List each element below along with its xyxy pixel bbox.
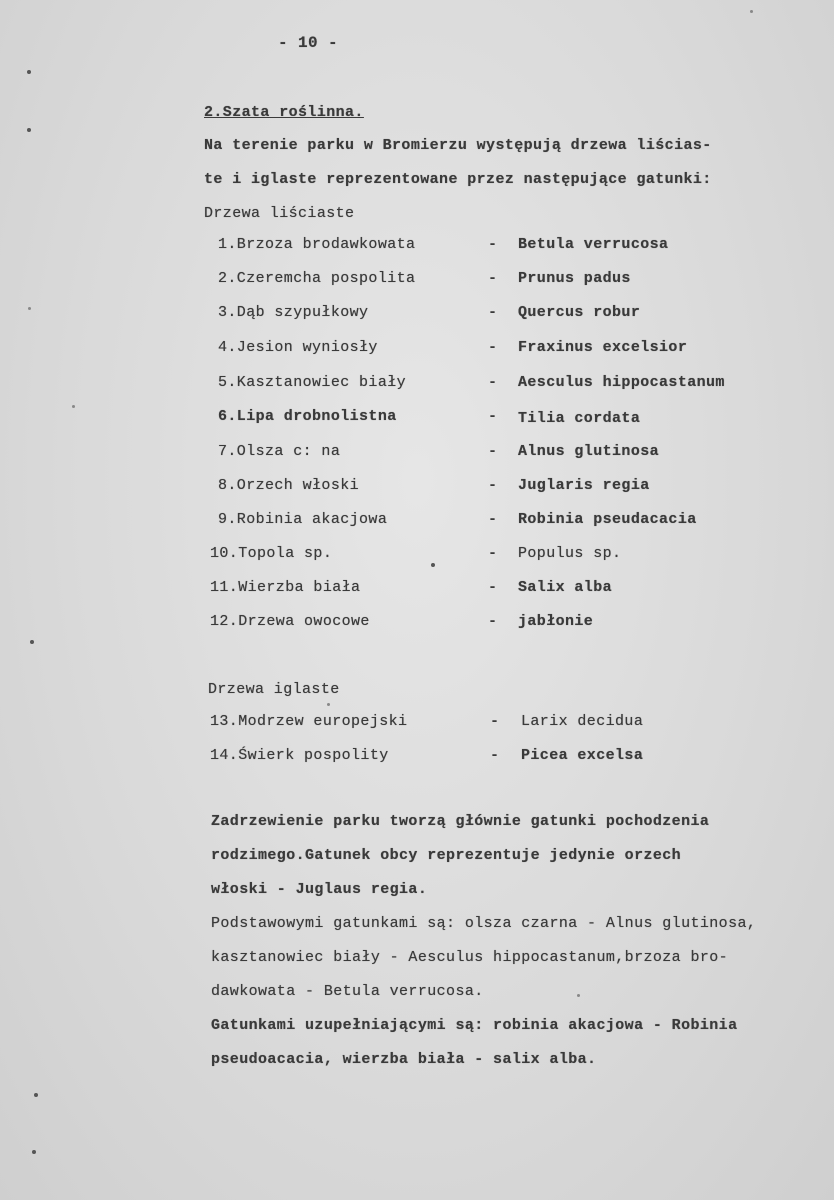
species-latin: Juglaris regia: [518, 477, 650, 494]
intro-line-2: te i iglaste reprezentowane przez następujące gatunki:: [204, 171, 712, 188]
scan-speck: [750, 10, 753, 13]
species-latin: Quercus robur: [518, 304, 641, 321]
paragraph-line: Zadrzewienie parku tworzą głównie gatunki pochodzenia: [211, 813, 710, 830]
list-dash: -: [488, 304, 498, 321]
species-polish: 1.Brzoza brodawkowata: [218, 236, 416, 253]
species-latin: Larix decidua: [521, 713, 644, 730]
list-dash: -: [488, 477, 498, 494]
species-latin: Prunus padus: [518, 270, 631, 287]
species-polish: 2.Czeremcha pospolita: [218, 270, 416, 287]
species-latin: Betula verrucosa: [518, 236, 669, 253]
intro-line-1: Na terenie parku w Bromierzu występują drzewa liścias-: [204, 137, 712, 154]
list-dash: -: [488, 270, 498, 287]
paragraph-line: pseudoacacia, wierzba biała - salix alba.: [211, 1051, 597, 1068]
species-polish: 6.Lipa drobnolistna: [218, 408, 397, 425]
species-polish: 13.Modrzew europejski: [210, 713, 408, 730]
list-dash: -: [488, 579, 498, 596]
paragraph-line: kasztanowiec biały - Aesculus hippocastanum,brzoza bro-: [211, 949, 729, 966]
scan-speck: [72, 405, 75, 408]
list-dash: -: [488, 374, 498, 391]
species-latin: Fraxinus excelsior: [518, 339, 688, 356]
list-dash: -: [488, 545, 498, 562]
list-dash: -: [490, 713, 500, 730]
paragraph-line: Gatunkami uzupełniającymi są: robinia akacjowa - Robinia: [211, 1017, 738, 1034]
species-polish: 5.Kasztanowiec biały: [218, 374, 407, 391]
page-number: - 10 -: [278, 34, 339, 52]
deciduous-heading: Drzewa liściaste: [204, 205, 355, 222]
species-polish: 8.Orzech włoski: [218, 477, 360, 494]
species-latin: Tilia cordata: [518, 410, 641, 427]
species-polish: 10.Topola sp.: [210, 545, 333, 562]
list-dash: -: [488, 236, 498, 253]
paragraph-line: włoski - Juglaus regia.: [211, 881, 428, 898]
species-polish: 7.Olsza c: na: [218, 443, 341, 460]
list-dash: -: [488, 408, 498, 425]
scan-speck: [28, 307, 31, 310]
species-latin: Alnus glutinosa: [518, 443, 660, 460]
species-latin: Picea excelsa: [521, 747, 644, 764]
species-polish: 12.Drzewa owocowe: [210, 613, 370, 630]
list-dash: -: [488, 511, 498, 528]
list-dash: -: [488, 339, 498, 356]
paragraph-line: dawkowata - Betula verrucosa.: [211, 983, 484, 1000]
scan-speck: [30, 640, 34, 644]
species-polish: 14.Świerk pospolity: [210, 747, 389, 764]
scan-speck: [32, 1150, 36, 1154]
species-latin: Salix alba: [518, 579, 613, 596]
species-polish: 9.Robinia akacjowa: [218, 511, 388, 528]
scan-speck: [34, 1093, 38, 1097]
species-latin: jabłonie: [518, 613, 594, 630]
species-latin: Robinia pseudacacia: [518, 511, 697, 528]
species-polish: 3.Dąb szypułkowy: [218, 304, 369, 321]
list-dash: -: [490, 747, 500, 764]
species-latin: Aesculus hippocastanum: [518, 374, 725, 391]
species-polish: 4.Jesion wyniosły: [218, 339, 378, 356]
paragraph-line: Podstawowymi gatunkami są: olsza czarna - Alnus glutinosa,: [211, 915, 757, 932]
scan-speck: [577, 994, 580, 997]
coniferous-heading: Drzewa iglaste: [208, 681, 340, 698]
species-polish: 11.Wierzba biała: [210, 579, 361, 596]
paragraph-line: rodzimego.Gatunek obcy reprezentuje jedynie orzech: [211, 847, 682, 864]
scan-speck: [27, 70, 31, 74]
list-dash: -: [488, 613, 498, 630]
scan-speck: [431, 563, 435, 567]
list-dash: -: [488, 443, 498, 460]
section-title: 2.Szata roślinna.: [204, 104, 364, 121]
scan-speck: [27, 128, 31, 132]
scan-speck: [327, 703, 330, 706]
species-latin: Populus sp.: [518, 545, 622, 562]
